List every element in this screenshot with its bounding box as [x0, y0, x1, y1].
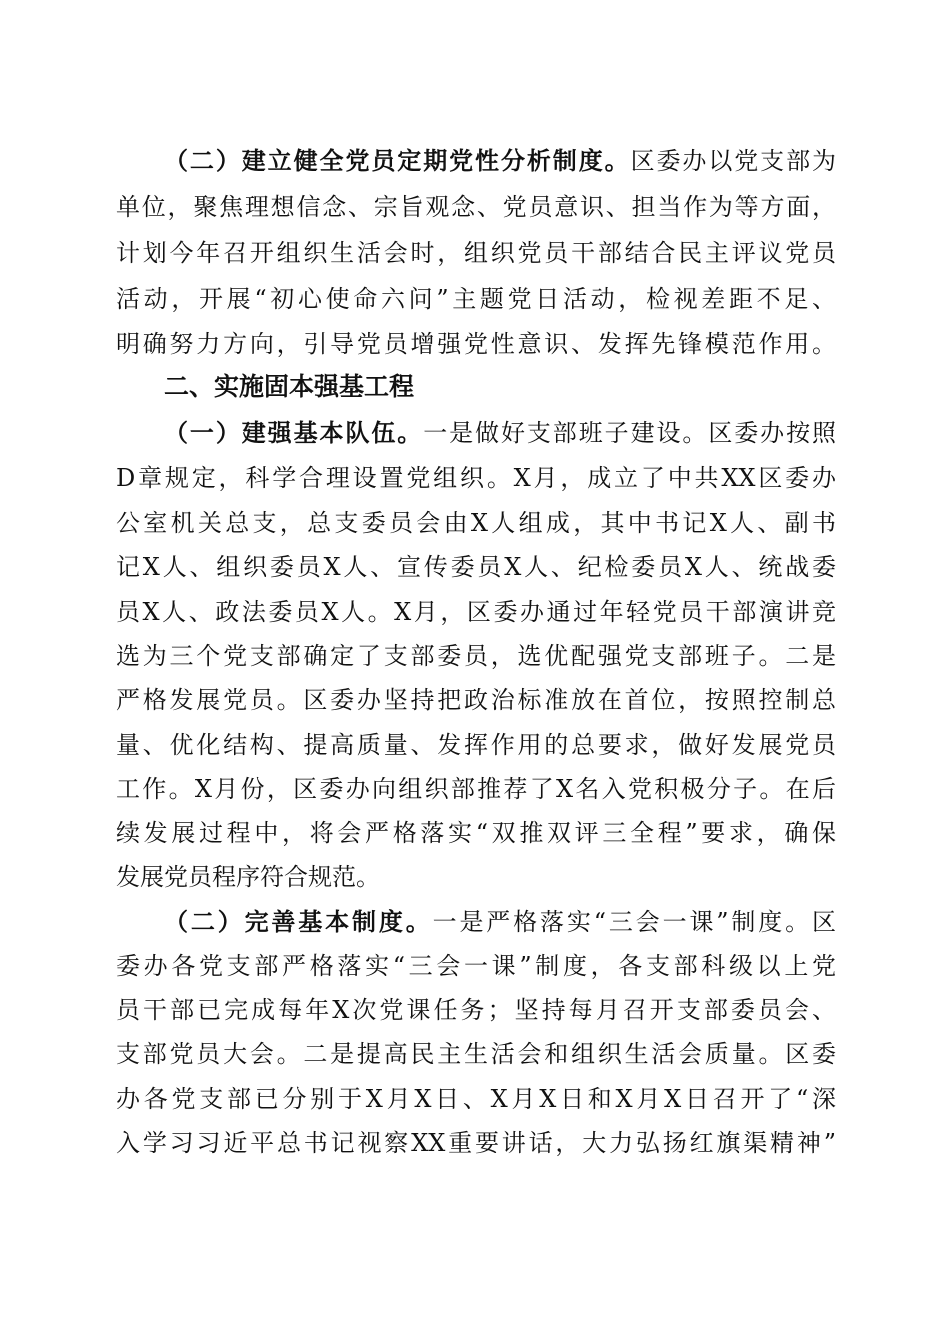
paragraph2-line3: 公室机关总支，总支委员会由X人组成，其中书记X人、副书 [116, 509, 836, 537]
section-heading: 二、实施固本强基工程 [164, 372, 415, 401]
paragraph2-line6: 选为三个党支部确定了支部委员，选优配强党支部班子。二是 [116, 642, 836, 670]
paragraph2-line4: 记X人、组织委员X人、宣传委员X人、纪检委员X人、统战委 [116, 553, 836, 581]
paragraph3-line4: 支部党员大会。二是提高民主生活会和组织生活会质量。区委 [116, 1040, 836, 1068]
paragraph2-line7: 严格发展党员。区委办坚持把政治标准放在首位，按照控制总 [116, 686, 836, 714]
paragraph2-lead: （一）建强基本队伍。 [164, 418, 424, 447]
paragraph3-line6: 入学习习近平总书记视察XX重要讲话，大力弘扬红旗渠精神” [116, 1129, 836, 1157]
paragraph3-lead: （二）完善基本制度。 [164, 907, 433, 936]
paragraph3-line1 [164, 907, 836, 937]
paragraph1-line1 [164, 146, 836, 176]
paragraph1-lead: （二）建立健全党员定期党性分析制度。 [164, 146, 631, 175]
paragraph2-line1 [164, 418, 836, 448]
paragraph2-line9: 工作。X月份，区委办向组织部推荐了X名入党积极分子。在后 [116, 775, 836, 803]
paragraph2-line10: 续发展过程中，将会严格落实“双推双评三全程”要求，确保 [116, 819, 836, 847]
paragraph3-line1-text: 一是严格落实“三会一课”制度。区 [432, 908, 836, 936]
paragraph2-line5: 员X人、政法委员X人。X月，区委办通过年轻党员干部演讲竞 [116, 598, 836, 626]
paragraph2-line1-text: 一是做好支部班子建设。区委办按照 [423, 419, 836, 447]
paragraph1-line1-text: 区委办以党支部为 [630, 147, 836, 175]
paragraph1-line5: 明确努力方向，引导党员增强党性意识、发挥先锋模范作用。 [116, 330, 836, 358]
paragraph3-line5: 办各党支部已分别于X月X日、X月X日和X月X日召开了“深 [116, 1085, 836, 1113]
paragraph2-line8: 量、优化结构、提高质量、发挥作用的总要求，做好发展党员 [116, 731, 836, 759]
paragraph3-line3: 员干部已完成每年X次党课任务；坚持每月召开支部委员会、 [116, 996, 836, 1024]
paragraph1-line4: 活动，开展“初心使命六问”主题党日活动，检视差距不足、 [116, 285, 836, 313]
paragraph1-line2: 单位，聚焦理想信念、宗旨观念、党员意识、担当作为等方面， [116, 193, 836, 221]
paragraph2-line11: 发展党员程序符合规范。 [116, 863, 380, 891]
paragraph2-line2: D章规定，科学合理设置党组织。X月，成立了中共XX区委办 [116, 464, 836, 492]
paragraph3-line2: 委办各党支部严格落实“三会一课”制度，各支部科级以上党 [116, 952, 836, 980]
paragraph1-line3: 计划今年召开组织生活会时，组织党员干部结合民主评议党员 [116, 239, 836, 267]
